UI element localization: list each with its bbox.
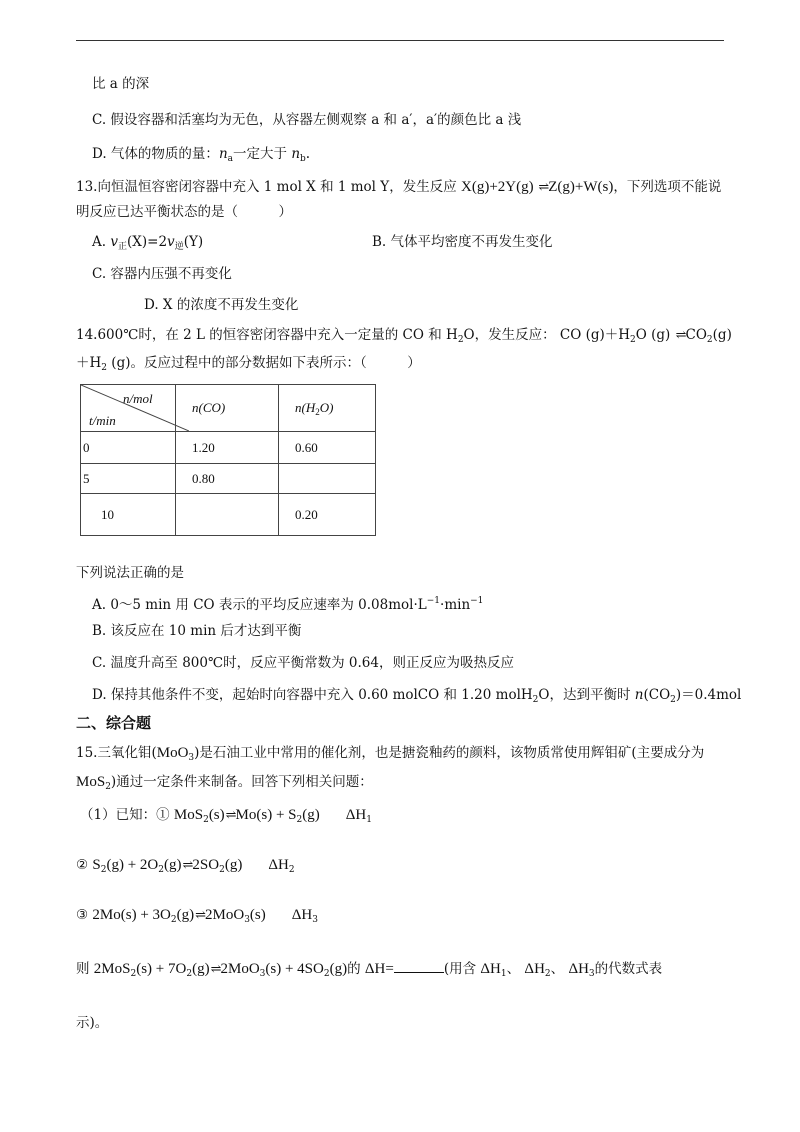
table-header-h2o: $n(H_2O)$ [279,385,376,432]
q12-line-b: 比 a 的深 [92,76,150,92]
q12-option-d: D. 气体的物质的量：$n_a$一定大于 $n_b$. [92,146,311,164]
q15-reaction-3: ③ $2Mo(s) + 3O_2(g)\rightleftharpoons 2MoO_3(s)$ $\Delta H_3$ [76,907,318,925]
q12-option-c: C. 假设容器和活塞均为无色，从容器左侧观察 a 和 a′，a′的颜色比 a 浅 [92,112,522,128]
q14-option-a: A. 0～5 min 用 CO 表示的平均反应速率为 $0.08mol\cdot L^{-1}\cdot\min^{-1}$ [92,596,484,613]
q15-stem-line1: 15.三氧化钼(MoO$_3$)是石油工业中常用的催化剂，也是搪瓷釉药的颜料，该物质常使用辉钼矿(主要成分为 [76,745,705,763]
q14-data-table [80,384,376,536]
equilibrium-arrow-icon: ⇌ [538,180,548,195]
q14-stem-line1: 14.600℃时，在 2 L 的恒容密闭容器中充入一定量的 CO 和 $H_2O$，发生反应： CO $(g)+H_2O$ (g) $\rightleftharpoons CO_2(g)$ [76,327,732,345]
q13-option-b: B. 气体平均密度不再发生变化 [372,234,553,250]
answer-blank[interactable] [394,960,444,973]
q14-option-b: B. 该反应在 10 min 后才达到平衡 [92,623,302,639]
table-corner-top: n/mol [123,391,153,406]
q13-option-d: D. X 的浓度不再发生变化 [144,297,299,313]
table-cell-co: 0.80 [176,464,279,494]
table-corner-bottom: t/min [89,413,116,428]
table-row [81,464,376,494]
q13-option-a: A. $v_正(X)=2v_逆(Y)$ [92,234,204,252]
q14-option-d: D. 保持其他条件不变，起始时向容器中充入 0.60 molCO 和 1.20 molH$_2$O，达到平衡时 $n(CO_2)=0.4mol$ [92,687,742,705]
q13-stem-line1: 13.向恒温恒容密闭容器中充入 1 mol X 和 1 mol Y，发生反应 X(g)+2Y(g) ⇌Z(g)+W(s)，下列选项不能说 [76,179,722,195]
equilibrium-arrow-icon: ⇌ [182,858,192,873]
table-header-co: n(CO) [176,385,279,432]
header-rule [76,40,724,41]
table-corner-cell [81,385,176,432]
table-cell-t: 0 [81,432,176,464]
q15-reaction-1: （1）已知：① MoS$_2$(s)⇌Mo(s) + $S_2(g)$ $\Delta H_1$ [80,807,372,825]
q14-option-c: C. 温度升高至 800℃时，反应平衡常数为 0.64，则正反应为吸热反应 [92,655,514,671]
table-cell-h2o: 0.20 [279,494,376,536]
table-row [81,494,376,536]
q15-stem-line2: MoS$_2$)通过一定条件来制备。回答下列相关问题： [76,774,373,792]
q14-stem-line2: $+H_2$ (g)。反应过程中的部分数据如下表所示：（ ） [76,355,421,373]
section-heading: 二、综合题 [76,714,152,732]
table-row [81,432,376,464]
table-cell-t: 5 [81,464,176,494]
table-cell-h2o: 0.60 [279,432,376,464]
equilibrium-arrow-icon: ⇌ [675,328,685,343]
q15-target-reaction: 则 $2MoS_2(s) + 7O_2(g)\rightleftharpoons 2MoO_3(s) + 4SO_2(g)$的 ΔH= (用含 $\Delta H_1$、 $\Delta H_2$、 $\Delta H_3$的代数式表 [76,961,663,979]
table-cell-h2o [279,464,376,494]
table-cell-co: 1.20 [176,432,279,464]
q14-lead: 下列说法正确的是 [76,565,184,581]
equilibrium-arrow-icon: ⇌ [210,962,220,977]
q15-target-tail: 示)。 [76,1015,109,1031]
equilibrium-arrow-icon: ⇌ [225,808,235,823]
table-cell-co [176,494,279,536]
q15-reaction-2: ② $S_2(g)$ + $2O_2(g)\rightleftharpoons 2SO_2(g)$ $\Delta H_2$ [76,857,295,875]
q13-stem-line2: 明反应已达平衡状态的是（ ） [76,204,292,220]
table-cell-t: 10 [81,494,176,536]
equilibrium-arrow-icon: ⇌ [195,908,205,923]
q13-option-c: C. 容器内压强不再变化 [92,266,232,282]
